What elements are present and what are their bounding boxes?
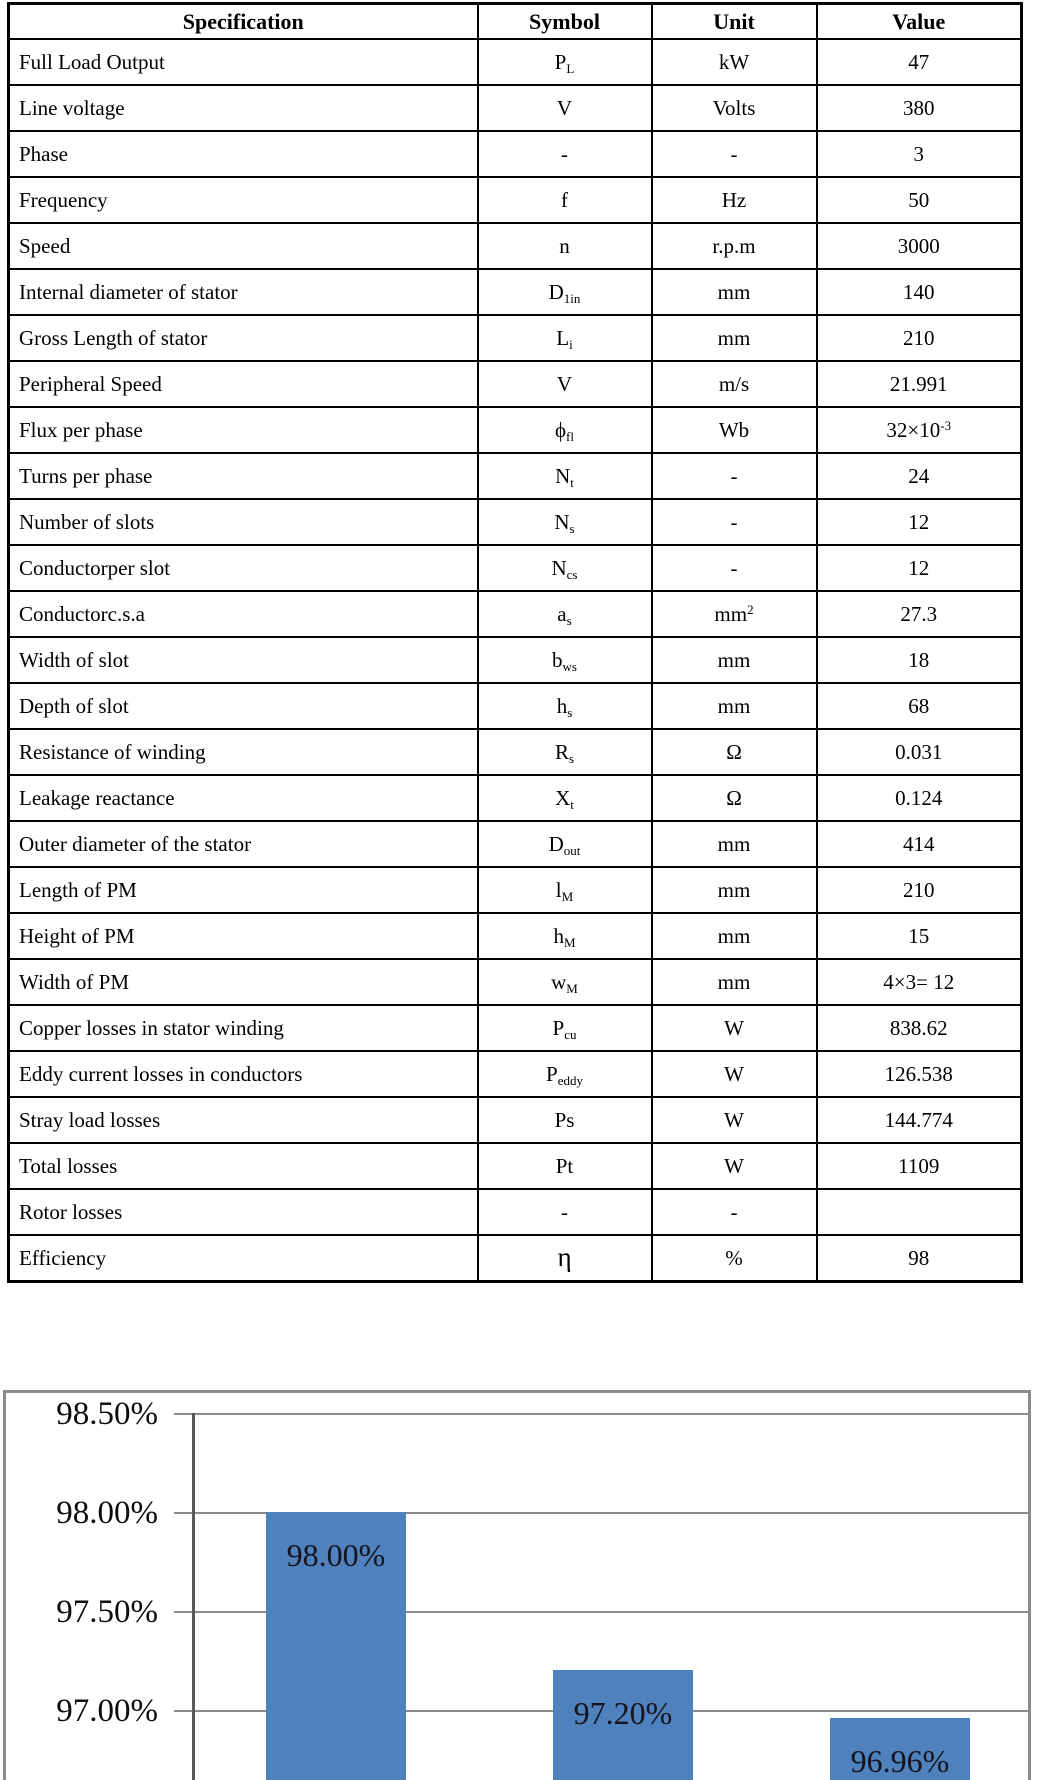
value-cell xyxy=(817,177,1022,223)
unit-cell xyxy=(652,821,817,867)
unit-cell xyxy=(652,775,817,821)
unit-cell xyxy=(652,545,817,591)
value-cell xyxy=(817,1235,1022,1282)
symbol-cell xyxy=(478,729,652,775)
symbol-base: V xyxy=(556,371,573,396)
spec-cell: Width of slot xyxy=(9,637,478,683)
value-base: 50 xyxy=(908,187,930,212)
table-row xyxy=(9,453,1022,499)
value-cell xyxy=(817,637,1022,683)
value-cell xyxy=(817,591,1022,637)
spec-cell: Gross Length of stator xyxy=(9,315,478,361)
unit-cell xyxy=(652,729,817,775)
table-row xyxy=(9,407,1022,453)
unit-base: mm xyxy=(717,279,751,304)
symbol-subscript: t xyxy=(570,796,574,812)
unit-cell xyxy=(652,913,817,959)
symbol-subscript: s xyxy=(567,704,573,720)
symbol-cell xyxy=(478,407,652,453)
value-cell xyxy=(817,269,1022,315)
symbol-base: R xyxy=(554,739,569,764)
spec-cell: Full Load Output xyxy=(9,39,478,85)
symbol-subscript: M xyxy=(563,934,576,950)
symbol-base: b xyxy=(552,647,563,672)
value-cell xyxy=(817,85,1022,131)
value-base: 68 xyxy=(908,693,930,718)
symbol-cell xyxy=(478,39,652,85)
value-base: 414 xyxy=(903,831,935,856)
spec-cell: Line voltage xyxy=(9,85,478,131)
value-base: 4×3= 12 xyxy=(883,969,955,994)
unit-cell xyxy=(652,269,817,315)
value-cell xyxy=(817,821,1022,867)
spec-cell: Efficiency xyxy=(9,1235,478,1282)
value-base: 24 xyxy=(908,463,930,488)
unit-base: W xyxy=(724,1153,744,1178)
spec-cell: Speed xyxy=(9,223,478,269)
table-row xyxy=(9,821,1022,867)
unit-base: - xyxy=(730,555,738,580)
symbol-base: Pt xyxy=(555,1153,574,1178)
unit-cell xyxy=(652,1097,817,1143)
table-row xyxy=(9,1143,1022,1189)
unit-base: mm xyxy=(717,831,751,856)
unit-cell xyxy=(652,361,817,407)
unit-superscript: 2 xyxy=(747,601,754,617)
symbol-cell xyxy=(478,223,652,269)
spec-cell: Leakage reactance xyxy=(9,775,478,821)
unit-base: W xyxy=(724,1015,744,1040)
symbol-cell xyxy=(478,269,652,315)
spec-cell: Width of PM xyxy=(9,959,478,1005)
unit-base: - xyxy=(730,509,738,534)
unit-cell xyxy=(652,39,817,85)
unit-base: W xyxy=(724,1107,744,1132)
value-cell xyxy=(817,39,1022,85)
value-base: 21.991 xyxy=(889,371,948,396)
symbol-base: P xyxy=(546,1061,558,1086)
spec-cell: Turns per phase xyxy=(9,453,478,499)
symbol-cell xyxy=(478,499,652,545)
value-cell xyxy=(817,315,1022,361)
unit-base: - xyxy=(730,141,738,166)
value-base: 838.62 xyxy=(889,1015,948,1040)
table-row xyxy=(9,545,1022,591)
symbol-base: N xyxy=(555,463,571,488)
value-cell xyxy=(817,361,1022,407)
value-base: 1109 xyxy=(898,1153,940,1178)
symbol-cell xyxy=(478,959,652,1005)
table-row xyxy=(9,223,1022,269)
symbol-cell xyxy=(478,821,652,867)
spec-cell: Height of PM xyxy=(9,913,478,959)
symbol-cell xyxy=(478,591,652,637)
symbol-cell xyxy=(478,913,652,959)
y-axis-tick-label: 97.00% xyxy=(56,1693,158,1729)
unit-base: Wb xyxy=(718,417,750,442)
value-base: 144.774 xyxy=(884,1107,953,1132)
symbol-base: h xyxy=(556,693,568,718)
symbol-cell xyxy=(478,361,652,407)
value-base: 47 xyxy=(908,49,930,74)
table-row xyxy=(9,361,1022,407)
spec-cell: Conductorper slot xyxy=(9,545,478,591)
symbol-base: D xyxy=(548,279,564,304)
symbol-base: - xyxy=(561,141,568,166)
unit-cell xyxy=(652,131,817,177)
spec-cell: Conductorc.s.a xyxy=(9,591,478,637)
bar-label: 96.96% xyxy=(850,1743,950,1779)
symbol-cell xyxy=(478,1097,652,1143)
symbol-subscript: i xyxy=(569,336,573,352)
unit-base: mm xyxy=(717,647,751,672)
value-base: 98 xyxy=(908,1245,930,1270)
spec-cell: Resistance of winding xyxy=(9,729,478,775)
symbol-base: w xyxy=(551,969,567,994)
value-cell xyxy=(817,453,1022,499)
table-row xyxy=(9,729,1022,775)
table-row xyxy=(9,499,1022,545)
symbol-cell xyxy=(478,1005,652,1051)
unit-base: mm xyxy=(717,877,751,902)
value-base: 126.538 xyxy=(884,1061,953,1086)
table-row xyxy=(9,131,1022,177)
table-row xyxy=(9,591,1022,637)
value-cell xyxy=(817,499,1022,545)
value-base: 3 xyxy=(913,141,924,166)
spec-cell: Frequency xyxy=(9,177,478,223)
gridline xyxy=(174,1413,1028,1415)
unit-cell xyxy=(652,867,817,913)
symbol-base: ϕ xyxy=(554,417,567,442)
symbol-cell xyxy=(478,453,652,499)
symbol-subscript: cu xyxy=(564,1026,577,1042)
table-row xyxy=(9,177,1022,223)
unit-cell xyxy=(652,499,817,545)
symbol-base: X xyxy=(555,785,571,810)
bar-label: 98.00% xyxy=(286,1537,386,1573)
symbol-subscript: out xyxy=(563,842,581,858)
symbol-subscript: L xyxy=(566,60,575,76)
symbol-base: V xyxy=(556,95,573,120)
unit-base: m/s xyxy=(718,371,750,396)
value-base: 0.031 xyxy=(895,739,943,764)
symbol-cell xyxy=(478,867,652,913)
table-row xyxy=(9,315,1022,361)
symbol-cell xyxy=(478,131,652,177)
unit-cell xyxy=(652,1143,817,1189)
value-base: 32×10 xyxy=(886,417,941,442)
value-base: 27.3 xyxy=(900,601,938,626)
value-base: 3000 xyxy=(897,233,940,258)
unit-cell xyxy=(652,637,817,683)
value-base: 12 xyxy=(908,555,930,580)
spec-cell: Phase xyxy=(9,131,478,177)
symbol-base: n xyxy=(559,233,570,258)
table-row xyxy=(9,269,1022,315)
unit-base: Ω xyxy=(726,785,742,810)
value-cell xyxy=(817,913,1022,959)
spec-cell: Eddy current losses in conductors xyxy=(9,1051,478,1097)
y-axis-tick-label: 98.50% xyxy=(56,1396,158,1432)
table-row xyxy=(9,1189,1022,1235)
symbol-cell xyxy=(478,637,652,683)
unit-base: mm xyxy=(714,601,748,626)
value-cell xyxy=(817,1143,1022,1189)
unit-base: r.p.m xyxy=(712,233,756,258)
symbol-base: N xyxy=(551,555,567,580)
symbol-cell xyxy=(478,85,652,131)
spec-cell: Depth of slot xyxy=(9,683,478,729)
table-row xyxy=(9,1097,1022,1143)
unit-base: mm xyxy=(717,923,751,948)
value-cell xyxy=(817,131,1022,177)
symbol-subscript: s xyxy=(569,520,575,536)
value-base: 15 xyxy=(908,923,930,948)
unit-cell xyxy=(652,1235,817,1282)
table-row xyxy=(9,1235,1022,1282)
symbol-base: D xyxy=(548,831,564,856)
value-cell xyxy=(817,545,1022,591)
unit-cell xyxy=(652,315,817,361)
unit-base: Ω xyxy=(726,739,742,764)
table-row xyxy=(9,683,1022,729)
symbol-subscript: 1in xyxy=(563,290,581,306)
unit-base: mm xyxy=(717,325,751,350)
unit-cell xyxy=(652,591,817,637)
value-base: 140 xyxy=(903,279,935,304)
table-header-row xyxy=(9,4,1022,40)
value-cell xyxy=(817,683,1022,729)
symbol-subscript: M xyxy=(561,888,574,904)
unit-base: mm xyxy=(717,969,751,994)
symbol-subscript: cs xyxy=(566,566,578,582)
symbol-subscript: M xyxy=(566,980,578,996)
table-row xyxy=(9,1005,1022,1051)
value-cell xyxy=(817,867,1022,913)
table-row xyxy=(9,867,1022,913)
symbol-base: η xyxy=(557,1242,572,1272)
symbol-base: l xyxy=(555,877,562,902)
value-superscript: -3 xyxy=(940,417,952,433)
value-cell xyxy=(817,1051,1022,1097)
spec-cell: Stray load losses xyxy=(9,1097,478,1143)
column-header-symbol: Symbol xyxy=(478,4,652,40)
column-header-value: Value xyxy=(817,4,1022,40)
column-header-unit: Unit xyxy=(652,4,817,40)
efficiency-chart xyxy=(3,1390,1031,1780)
value-base: 12 xyxy=(908,509,930,534)
spec-cell: Peripheral Speed xyxy=(9,361,478,407)
unit-base: W xyxy=(724,1061,744,1086)
unit-cell xyxy=(652,85,817,131)
value-base: 210 xyxy=(903,325,935,350)
unit-cell xyxy=(652,683,817,729)
symbol-base: N xyxy=(554,509,570,534)
value-base: 0.124 xyxy=(895,785,943,810)
symbol-subscript: s xyxy=(568,750,575,766)
symbol-base: a xyxy=(557,601,567,626)
unit-base: - xyxy=(730,463,738,488)
bar-label: 97.20% xyxy=(573,1695,673,1731)
table-row xyxy=(9,39,1022,85)
symbol-cell xyxy=(478,1143,652,1189)
table-row xyxy=(9,637,1022,683)
symbol-subscript: eddy xyxy=(557,1072,583,1088)
value-cell xyxy=(817,1005,1022,1051)
spec-cell: Flux per phase xyxy=(9,407,478,453)
symbol-cell xyxy=(478,545,652,591)
symbol-base: h xyxy=(553,923,564,948)
unit-base: % xyxy=(725,1245,743,1270)
value-cell xyxy=(817,959,1022,1005)
value-cell xyxy=(817,1097,1022,1143)
spec-cell: Internal diameter of stator xyxy=(9,269,478,315)
spec-cell: Copper losses in stator winding xyxy=(9,1005,478,1051)
column-header-specification: Specification xyxy=(9,4,478,40)
unit-base: Volts xyxy=(712,95,756,120)
symbol-base: f xyxy=(561,187,568,212)
y-axis-tick-label: 98.00% xyxy=(56,1495,158,1531)
spec-cell: Total losses xyxy=(9,1143,478,1189)
value-base: 18 xyxy=(908,647,930,672)
spec-cell: Length of PM xyxy=(9,867,478,913)
table-row xyxy=(9,85,1022,131)
spec-cell: Number of slots xyxy=(9,499,478,545)
unit-cell xyxy=(652,1189,817,1235)
symbol-cell xyxy=(478,1235,652,1282)
symbol-cell xyxy=(478,315,652,361)
table-row xyxy=(9,775,1022,821)
symbol-subscript: ws xyxy=(562,658,577,674)
y-axis-line xyxy=(192,1413,195,1780)
unit-base: kW xyxy=(718,49,750,74)
unit-cell xyxy=(652,223,817,269)
y-axis-tick-label: 97.50% xyxy=(56,1594,158,1630)
symbol-base: P xyxy=(554,49,567,74)
unit-cell xyxy=(652,177,817,223)
value-cell xyxy=(817,729,1022,775)
symbol-subscript: t xyxy=(570,474,574,490)
table-row xyxy=(9,913,1022,959)
spec-cell: Outer diameter of the stator xyxy=(9,821,478,867)
spec-table-body xyxy=(9,39,1022,1282)
symbol-cell xyxy=(478,775,652,821)
symbol-subscript: fl xyxy=(566,428,574,444)
symbol-cell xyxy=(478,177,652,223)
value-base: 210 xyxy=(903,877,935,902)
symbol-cell xyxy=(478,1051,652,1097)
unit-cell xyxy=(652,453,817,499)
value-base: 380 xyxy=(903,95,935,120)
table-row xyxy=(9,1051,1022,1097)
value-cell xyxy=(817,407,1022,453)
symbol-base: L xyxy=(556,325,570,350)
symbol-subscript: s xyxy=(566,612,572,628)
unit-base: Hz xyxy=(721,187,747,212)
symbol-base: - xyxy=(561,1199,568,1224)
symbol-base: P xyxy=(552,1015,565,1040)
symbol-cell xyxy=(478,1189,652,1235)
unit-cell xyxy=(652,1051,817,1097)
spec-cell: Rotor losses xyxy=(9,1189,478,1235)
unit-cell xyxy=(652,407,817,453)
value-cell xyxy=(817,1189,1022,1235)
value-cell xyxy=(817,223,1022,269)
table-row xyxy=(9,959,1022,1005)
symbol-base: Ps xyxy=(554,1107,575,1132)
spec-table xyxy=(7,2,1023,1283)
value-cell xyxy=(817,775,1022,821)
unit-base: - xyxy=(730,1199,738,1224)
unit-cell xyxy=(652,959,817,1005)
unit-cell xyxy=(652,1005,817,1051)
unit-base: mm xyxy=(717,693,751,718)
symbol-cell xyxy=(478,683,652,729)
